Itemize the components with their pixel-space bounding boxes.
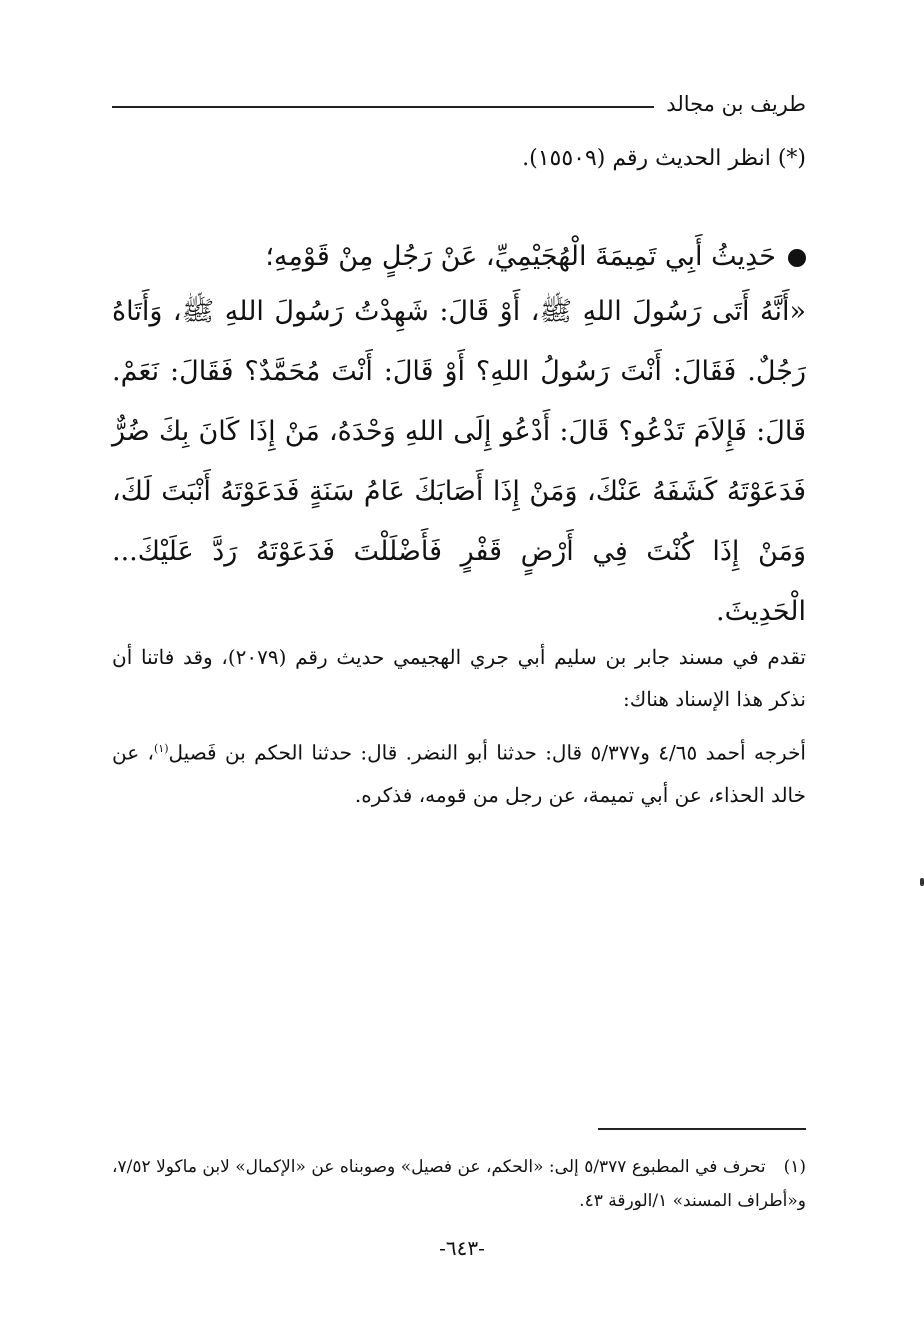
- footnote-marker: (١): [154, 742, 169, 755]
- page-number: -٦٤٣-: [439, 1236, 485, 1260]
- hadith-title-text: حَدِيثُ أَبِي تَمِيمَةَ الْهُجَيْمِيِّ، عَنْ رَجُلٍ مِنْ قَوْمِهِ؛: [265, 241, 776, 272]
- commentary-paragraph-2: [112, 728, 806, 816]
- commentary-p2-after: ، عن خالد الحذاء، عن أبي تميمة، عن رجل من قومه، فذكره.: [112, 740, 806, 807]
- footnote-rule: [598, 1128, 806, 1130]
- footnote-number: (١): [783, 1157, 806, 1177]
- bullet-icon: [788, 249, 806, 267]
- commentary-p2-before: أخرجه أحمد ٤/٦٥ و٥/٣٧٧ قال: حدثنا أبو النضر. قال: حدثنا الحكم بن فَصيل: [168, 740, 806, 765]
- commentary: [112, 636, 806, 824]
- scan-speck: [920, 878, 924, 886]
- hadith-block: [112, 232, 806, 642]
- reference-note: (*) انظر الحديث رقم (١٥٥٠٩).: [522, 146, 806, 171]
- running-header-title: طريف بن مجالد: [666, 92, 806, 116]
- footnote: [112, 1150, 806, 1218]
- hadith-text: «أَنَّهُ أَتَى رَسُولَ اللهِ ﷺ، أَوْ قَالَ: شَهِدْتُ رَسُولَ اللهِ ﷺ، وَأَتَاهُ رَجُلٌ. فَقَالَ: أَنْتَ رَسُولُ اللهِ؟ أَوْ قَالَ: أَنْتَ مُحَمَّدٌ؟ فَقَالَ: نَعَمْ. قَالَ: فَإِلاَمَ تَدْعُو؟ قَالَ: أَدْعُو إِلَى اللهِ وَحْدَهُ، مَنْ إِذَا كَانَ بِكَ ضُرٌّ فَدَعَوْتَهُ كَشَفَهُ عَنْكَ، وَمَنْ إِذَا أَصَابَكَ عَامُ سَنَةٍ فَدَعَوْتَهُ أَنْبَتَ لَكَ، وَمَنْ إِذَا كُنْتَ فِي أَرْضٍ قَفْرٍ فَأَضْلَلْتَ فَدَعَوْتَهُ رَدَّ عَلَيْكَ... الْحَدِيثَ.: [112, 296, 806, 627]
- footnote-text: تحرف في المطبوع ٥/٣٧٧ إلى: «الحكم، عن فصيل» وصوبناه عن «الإكمال» لابن ماكولا ٧/٥٢، و«أطراف المسند» ١/الورقة ٤٣.: [112, 1157, 806, 1211]
- header-rule: [112, 106, 654, 108]
- hadith-title: [112, 232, 806, 282]
- commentary-paragraph-1: تقدم في مسند جابر بن سليم أبي جري الهجيمي حديث رقم (٢٠٧٩)، وقد فاتنا أن نذكر هذا الإسناد هناك:: [112, 645, 806, 711]
